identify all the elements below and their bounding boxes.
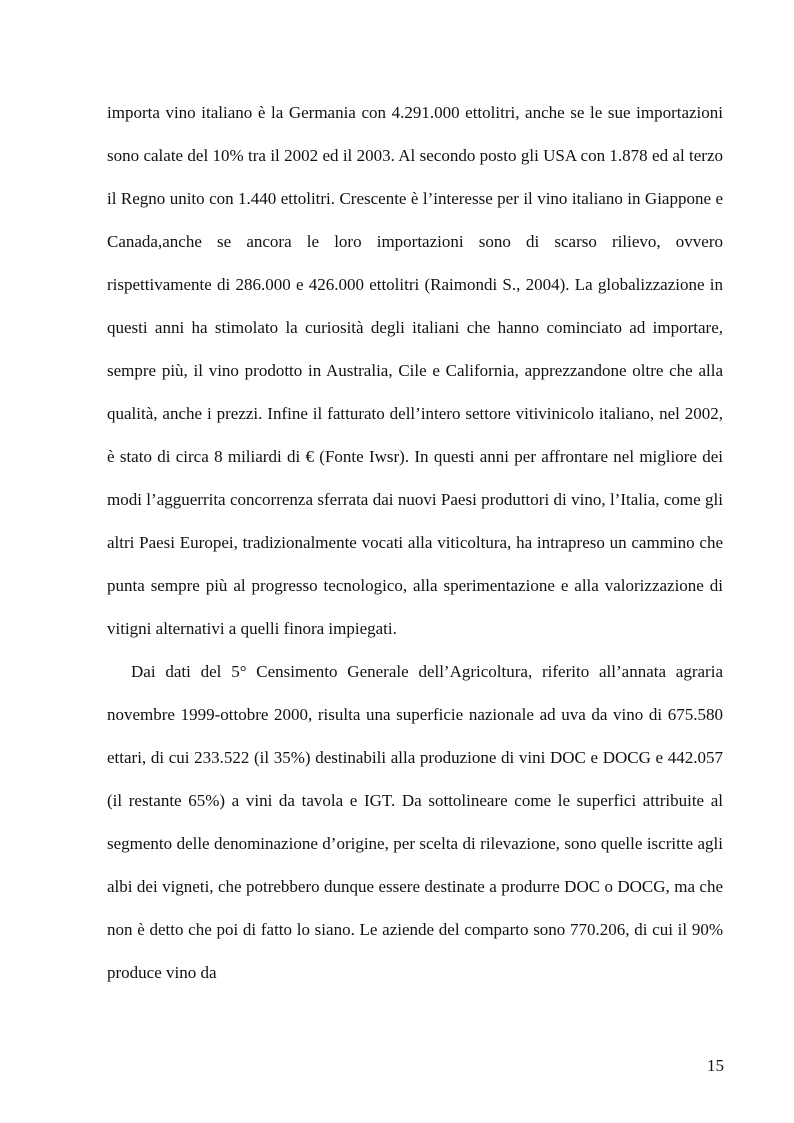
paragraph-1: importa vino italiano è la Germania con 4.291.000 ettolitri, anche se le sue importazioni sono calate del 10% tra il 2002 ed il 2003. Al secondo posto gli USA con 1.878 ed al terzo il Regno unito con 1.440 ettolitri. Crescente è l’interesse per il vino italiano in Giappone e Canada,anche se ancora le loro importazioni sono di scarso rilievo, ovvero rispettivamente di 286.000 e 426.000 ettolitri (Raimondi S., 2004). La globalizzazione in questi anni ha stimolato la curiosità degli italiani che hanno cominciato ad importare, sempre più, il vino prodotto in Australia, Cile e California, apprezzandone oltre che alla qualità, anche i prezzi. Infine il fatturato dell’intero settore vitivinicolo italiano, nel 2002, è stato di circa 8 miliardi di € (Fonte Iwsr). In questi anni per affrontare nel migliore dei modi l’agguerrita concorrenza sferrata dai nuovi Paesi produttori di vino, l’Italia, come gli altri Paesi Europei, tradizionalmente vocati alla viticoltura, ha intrapreso un cammino che punta sempre più al progresso tecnologico, alla sperimentazione e alla valorizzazione di vitigni alternativi a quelli finora impiegati. xyxy=(107,103,723,638)
body-text xyxy=(107,91,723,994)
paragraph-2: Dai dati del 5° Censimento Generale dell’Agricoltura, riferito all’annata agraria novembre 1999-ottobre 2000, risulta una superficie nazionale ad uva da vino di 675.580 ettari, di cui 233.522 (il 35%) destinabili alla produzione di vini DOC e DOCG e 442.057 (il restante 65%) a vini da tavola e IGT. Da sottolineare come le superfici attribuite al segmento delle denominazione d’origine, per scelta di rilevazione, sono quelle iscritte agli albi dei vigneti, che potrebbero dunque essere destinate a produrre DOC o DOCG, ma che non è detto che poi di fatto lo siano. Le aziende del comparto sono 770.206, di cui il 90% produce vino da xyxy=(107,662,723,982)
page-number: 15 xyxy=(707,1056,724,1075)
